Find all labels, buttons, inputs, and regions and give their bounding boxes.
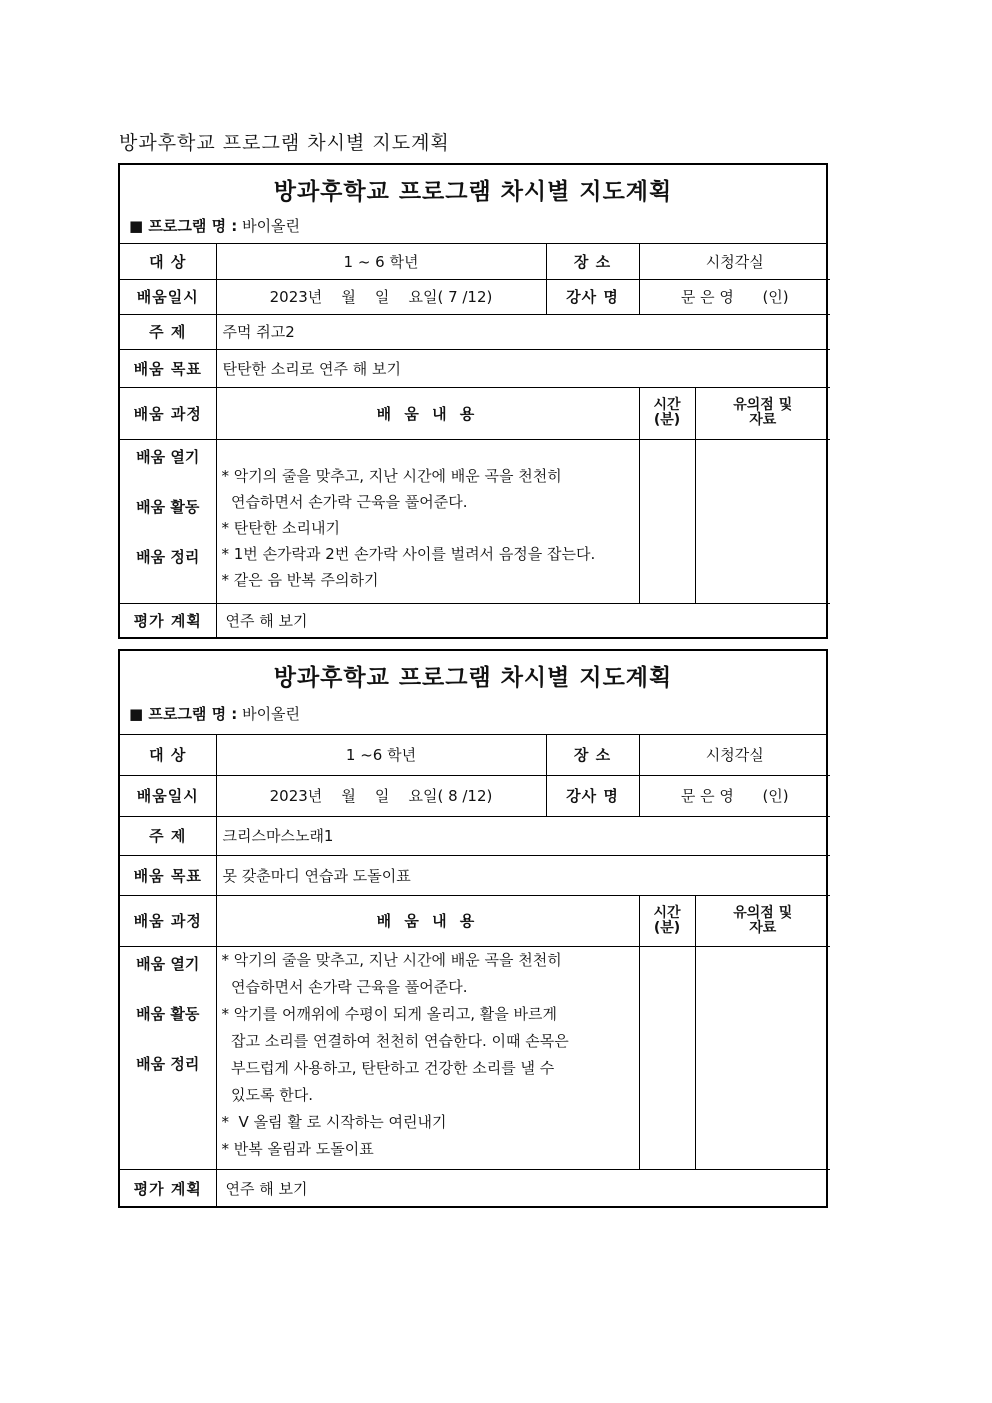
target-label: 대 상 — [120, 735, 216, 775]
time-cell — [639, 946, 695, 1169]
content-label: 배 움 내 용 — [216, 895, 639, 946]
goal-label: 배움 목표 — [120, 349, 216, 387]
document-title: 방과후학교 프로그램 차시별 지도계획 — [119, 132, 450, 154]
date-label: 배움일시 — [120, 775, 216, 816]
time-cell — [639, 439, 695, 603]
target-label: 대 상 — [120, 244, 216, 279]
process-label: 배움 과정 — [120, 895, 216, 946]
teacher-value: 문 은 영 (인) — [639, 775, 830, 816]
content-line: 연습하면서 손가락 근육을 풀어준다. — [221, 492, 468, 511]
content-line: * 1번 손가락과 2번 손가락 사이를 벌려서 음정을 잡는다. — [221, 544, 596, 563]
plan-header — [120, 165, 826, 244]
content-line: * V 올림 활 로 시작하는 여린내기 — [221, 1112, 447, 1131]
time-label-line: 시간 — [653, 397, 681, 413]
lesson-plan-1 — [118, 163, 828, 639]
notes-label-sub: 자료 — [749, 919, 777, 936]
program-line — [129, 215, 300, 236]
plan-table — [120, 244, 830, 638]
date-label: 배움일시 — [120, 279, 216, 314]
notes-label — [695, 387, 830, 439]
teacher-label: 강사 명 — [546, 775, 639, 816]
stage-activity: 배움 활동 — [136, 1004, 200, 1023]
process-label: 배움 과정 — [120, 387, 216, 439]
time-label-unit: (분) — [653, 919, 681, 936]
plan-header — [120, 651, 826, 735]
program-label: ■ 프로그램 명 : — [129, 217, 238, 235]
content-line: * 같은 음 반복 주의하기 — [221, 570, 379, 589]
target-value: 1 ~ 6 학년 — [216, 244, 546, 279]
lesson-content — [216, 946, 639, 1169]
place-label: 장 소 — [546, 735, 639, 775]
content-line: 있도록 한다. — [221, 1085, 314, 1104]
notes-label-line: 유의점 및 — [733, 397, 793, 413]
stage-open: 배움 열기 — [136, 447, 200, 466]
date-value: 2023년 월 일 요일( 7 /12) — [216, 279, 546, 314]
plan-table — [120, 735, 830, 1207]
lesson-plan-2 — [118, 649, 828, 1208]
program-label: ■ 프로그램 명 : — [129, 705, 238, 723]
stage-list — [120, 946, 216, 1169]
content-line: * 탄탄한 소리내기 — [221, 518, 340, 537]
content-line: 연습하면서 손가락 근육을 풀어준다. — [221, 977, 468, 996]
notes-label — [695, 895, 830, 946]
content-line: * 악기의 줄을 맞추고, 지난 시간에 배운 곡을 천천히 — [221, 950, 562, 969]
topic-label: 주 제 — [120, 816, 216, 855]
topic-label: 주 제 — [120, 314, 216, 349]
topic-value: 크리스마스노래1 — [216, 816, 830, 855]
content-line: * 악기의 줄을 맞추고, 지난 시간에 배운 곡을 천천히 — [221, 466, 562, 485]
time-label — [639, 387, 695, 439]
notes-label-sub: 자료 — [749, 412, 777, 428]
program-line — [129, 703, 300, 724]
eval-value: 연주 해 보기 — [216, 603, 830, 638]
place-value: 시청각실 — [639, 244, 830, 279]
eval-value: 연주 해 보기 — [216, 1169, 830, 1207]
stage-list — [120, 439, 216, 603]
notes-label-line: 유의점 및 — [733, 904, 793, 921]
lesson-content — [216, 439, 639, 603]
teacher-label: 강사 명 — [546, 279, 639, 314]
place-label: 장 소 — [546, 244, 639, 279]
stage-close: 배움 정리 — [136, 1054, 200, 1073]
content-line: 부드럽게 사용하고, 탄탄하고 건강한 소리를 낼 수 — [221, 1058, 555, 1077]
content-line: * 반복 올림과 도돌이표 — [221, 1139, 374, 1158]
teacher-value: 문 은 영 (인) — [639, 279, 830, 314]
goal-value: 못 갖춘마디 연습과 도돌이표 — [216, 855, 830, 895]
program-name: 바이올린 — [242, 217, 301, 235]
eval-label: 평가 계획 — [120, 603, 216, 638]
time-label-line: 시간 — [653, 904, 681, 921]
stage-open: 배움 열기 — [136, 954, 200, 973]
date-value: 2023년 월 일 요일( 8 /12) — [216, 775, 546, 816]
goal-value: 탄탄한 소리로 연주 해 보기 — [216, 349, 830, 387]
goal-label: 배움 목표 — [120, 855, 216, 895]
time-label-unit: (분) — [653, 412, 681, 428]
plan-heading: 방과후학교 프로그램 차시별 지도계획 — [273, 179, 673, 205]
target-value: 1 ~6 학년 — [216, 735, 546, 775]
notes-cell — [695, 439, 830, 603]
topic-value: 주먹 쥐고2 — [216, 314, 830, 349]
notes-cell — [695, 946, 830, 1169]
time-label — [639, 895, 695, 946]
place-value: 시청각실 — [639, 735, 830, 775]
content-line: * 악기를 어깨위에 수평이 되게 올리고, 활을 바르게 — [221, 1004, 557, 1023]
stage-activity: 배움 활동 — [136, 497, 200, 516]
stage-close: 배움 정리 — [136, 547, 200, 566]
content-label: 배 움 내 용 — [216, 387, 639, 439]
content-line: 잡고 소리를 연결하여 천천히 연습한다. 이때 손목은 — [221, 1031, 569, 1050]
eval-label: 평가 계획 — [120, 1169, 216, 1207]
program-name: 바이올린 — [242, 705, 301, 723]
plan-heading: 방과후학교 프로그램 차시별 지도계획 — [273, 665, 673, 691]
